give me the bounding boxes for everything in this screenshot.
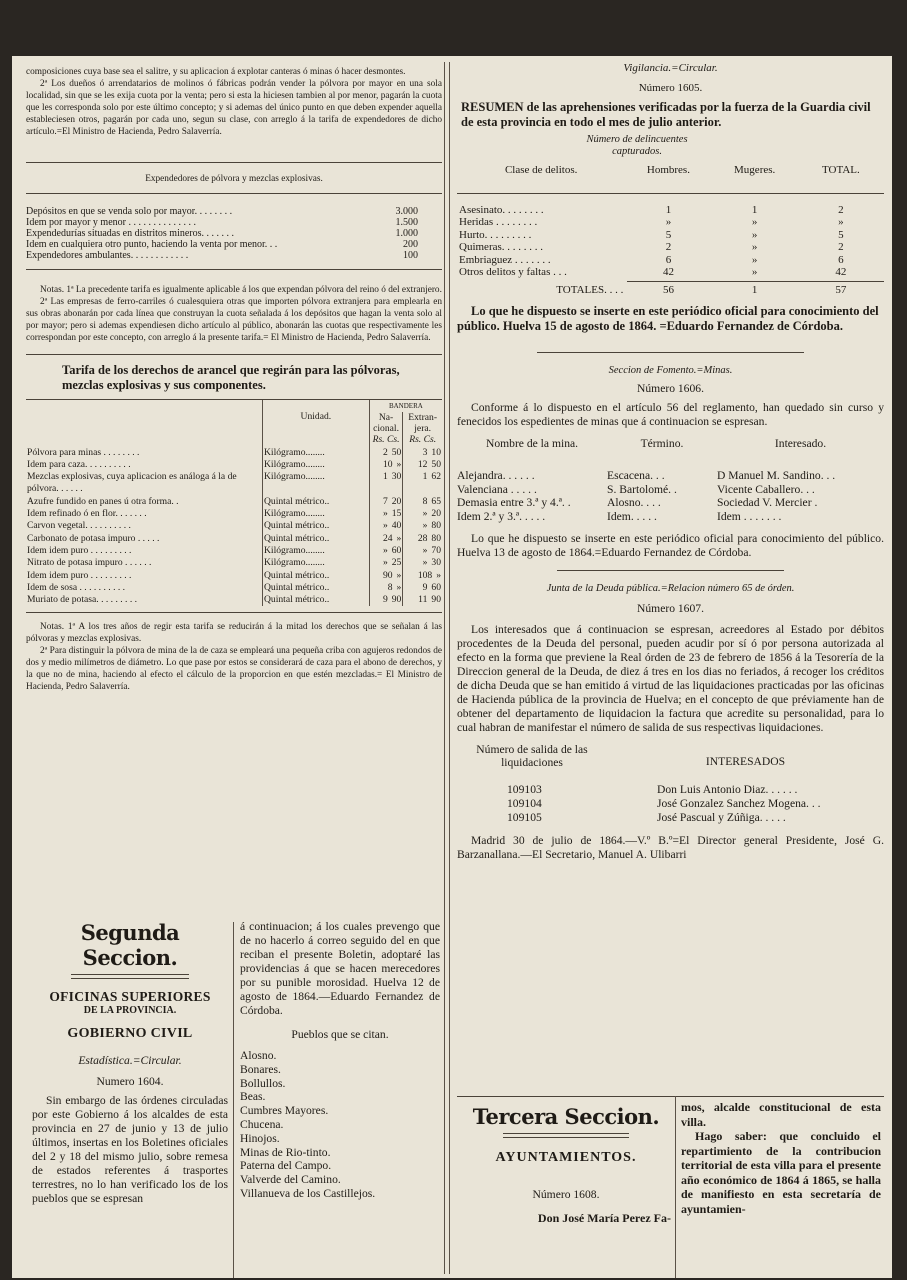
table-header-row: Número de salida de las liquidaciones INTERESADOS [476, 742, 786, 769]
intro-paragraph: composiciones cuya base sea el salitre, y su aplicacion á explotar canteras ó minas ó hacer desmontes. [26, 67, 406, 77]
totals-rule [627, 281, 884, 282]
tarifa-item: Pólvora para minas . . . . . . . . [27, 446, 140, 458]
tarifa-extranjera [403, 557, 442, 569]
list-item: Villanueva de los Castillejos. [240, 1186, 376, 1200]
mina-nombre: Valenciana . . . . . [457, 482, 537, 496]
centimos: 60 [431, 581, 441, 593]
delito-count: 42 [662, 266, 674, 278]
tarifa-unit: Quintal métrico.. [262, 594, 369, 606]
centimos: 10 [431, 446, 441, 458]
interesados-paragraph: Los interesados que á continuacion se espresan, acreedores al Estado por débitos procedentes de la Deuda del personal, pueden acudir por sí ó por persona autorizada al efecto en la forma que previene la Real órden de 23 de febrero de 1856 á la Tesorería de la Direccion general de la Deuda, de diez á tres en los dias no feriados, á recoger los créditos de dicha Deuda que se han emitido á virtud de las liquidaciones practicadas por las oficinas de Hacienda pública de la provincia de Huelva; en el concepto de que préviamente han de obtener del departamento de liquidacion la factura que acredite su personalidad, para lo cual habran de manifestar el número de salida de sus respectivas liquidaciones. [457, 622, 884, 734]
list-item: Chucena. [240, 1117, 284, 1131]
numero-heading: Número 1608. [532, 1188, 600, 1201]
list-item: Beas. [240, 1090, 266, 1104]
mina-nombre: Idem 2.ª y 3.ª. . . . . [457, 510, 546, 524]
lo-que-paragraph: Lo que he dispuesto se inserte en este periódico oficial para conocimiento del público. Huelva 13 de agosto de 1864.=Eduardo Fernandez de Córdoba. [457, 531, 884, 559]
mina-termino: Alosno. . . . [607, 496, 661, 510]
delito-label: Quimeras. . . . . . . . [459, 241, 544, 253]
liquidacion-numero: 109104 [507, 796, 542, 810]
liquidacion-interesado: José Gonzalez Sanchez Mogena. . . [657, 796, 821, 810]
junta-heading: Junta de la Deuda pública.=Relacion número 65 de órden. [546, 582, 795, 594]
delito-label: Otros delitos y faltas . . . [459, 266, 567, 278]
right-column [457, 56, 884, 1278]
segunda-seccion [26, 918, 442, 1278]
tarifa-item: Carbonato de potasa impuro . . . . . [27, 532, 160, 544]
tarifa-unit: Kilógramo........ [262, 545, 369, 557]
tercera-right [681, 1096, 881, 1278]
delito-count: » [751, 266, 758, 278]
centimos: 80 [431, 520, 441, 532]
estadistica-heading: Estadística.=Circular. [78, 1054, 182, 1067]
tarifa-unit: Kilógramo........ [262, 459, 369, 471]
delito-count: 1 [751, 203, 758, 216]
delito-count: 6 [665, 253, 672, 266]
tarifa-nacional [369, 447, 403, 459]
tarifa-nacional [369, 496, 403, 508]
reales: » [422, 544, 428, 556]
tercera-seccion [457, 1096, 884, 1278]
delincuentes-caption: Número de delincuentes capturados. [586, 134, 688, 157]
centimos: 25 [391, 557, 402, 569]
tarifa-unit: Kilógramo........ [262, 557, 369, 569]
centimos: 60 [391, 544, 402, 556]
column-divider [449, 62, 450, 1274]
centimos: 90 [431, 594, 441, 606]
delito-count: 1 [665, 203, 672, 216]
tarifa-item: Idem idem puro . . . . . . . . . [27, 544, 132, 556]
centimos: » [396, 532, 402, 544]
list-item: Paterna del Campo. [240, 1159, 332, 1173]
delito-label: Embriaguez . . . . . . . [459, 253, 551, 266]
ornament-rule [503, 1133, 629, 1138]
liquidacion-numero: 109103 [507, 782, 542, 796]
table-row [457, 510, 884, 524]
table-row [26, 533, 442, 545]
tarifa-item: Idem para caza. . . . . . . . . . [27, 458, 131, 470]
list-item: Bollullos. [240, 1076, 286, 1090]
centimos: 40 [391, 520, 402, 532]
tarifa-extranjera [403, 496, 442, 508]
ayuntamientos-heading: AYUNTAMIENTOS. [495, 1150, 637, 1165]
mina-interesado: D Manuel M. Sandino. . . [717, 468, 836, 482]
table-row: TOTALES. . . . 56 1 57 [556, 283, 847, 296]
delito-label: Heridas . . . . . . . . [459, 216, 538, 228]
liquidacion-interesado: José Pascual y Zúñiga. . . . . [657, 810, 786, 824]
provincia-heading: DE LA PROVINCIA. [83, 1005, 177, 1016]
table-row [457, 496, 884, 510]
delito-count: » [751, 241, 758, 253]
centimos: 70 [431, 544, 441, 556]
reales: 9 [382, 594, 388, 606]
numero-heading: Número 1606. [637, 382, 704, 395]
liquidacion-interesado: Don Luis Antonio Diaz. . . . . . [657, 782, 798, 796]
resumen-body [457, 204, 884, 279]
table-row: Expendedurías situadas en distritos mineros. . . . . . . 1.000 [26, 228, 418, 239]
mina-termino: Escacena. . . [607, 468, 665, 482]
table-row [26, 557, 442, 569]
notas-paragraph: Notas. 1ª La precedente tarifa es igualmente aplicable á los que expendan pólvora del reino ó del extranjero. [40, 285, 442, 295]
circular-paragraph: á continuacion; á los cuales prevengo que de no hacerlo á correo seguido del en que reciban el presente Boletin, adoptaré las providencias á que se hacen merecedores por su punible morosidad. Huelva 12 de agosto de 1864.—Eduardo Fernandez de Córdoba. [240, 920, 440, 1017]
newspaper-page [12, 56, 892, 1278]
tarifa-unit: Kilógramo........ [262, 508, 369, 520]
reales: 7 [382, 495, 388, 507]
reales: 90 [382, 569, 393, 581]
mina-interesado: Sociedad V. Mercier . [717, 496, 818, 510]
reales: 10 [382, 458, 393, 470]
tarifa-item: Azufre fundido en panes ú otra forma. . [27, 495, 179, 507]
left-column [26, 56, 442, 1278]
reales: 108 [417, 569, 433, 581]
centimos: 15 [391, 508, 402, 520]
madrid-paragraph: Madrid 30 de julio de 1864.—V.º B.º=El Director general Presidente, José G. Barzanallana.—El Secretario, Manuel A. Ulibarri [457, 834, 884, 862]
table-header-row: Clase de delitos. Hombres. Mugeres. TOTAL. [504, 164, 860, 176]
centimos: 20 [391, 495, 402, 507]
tarifa-unit: Quintal métrico.. [262, 533, 369, 545]
delito-count: 2 [838, 241, 844, 253]
list-item: Valverde del Camino. [240, 1173, 341, 1187]
resumen-title: RESUMEN de las aprehensiones verificadas por la fuerza de la Guardia civil de esta provincia en todo el mes de julio anterior. [461, 100, 871, 129]
tarifa-unit: Quintal métrico.. [262, 520, 369, 532]
reales: 9 [422, 581, 428, 593]
expendedores-title: Expendedores de pólvora y mezclas explosivas. [145, 174, 323, 184]
tarifa-nacional [369, 582, 403, 594]
reales: » [422, 557, 428, 569]
tarifa-nacional [369, 508, 403, 520]
tarifa-nacional [369, 471, 403, 496]
table-row [457, 783, 884, 797]
tarifa-nacional [369, 570, 403, 582]
table-row: Idem por mayor y menor . . . . . . . . . . . . . . 1.500 [26, 217, 418, 228]
tarifa-extranjera [403, 471, 442, 496]
table-row [457, 204, 884, 217]
list-item: Minas de Rio-tinto. [240, 1145, 331, 1159]
notas-paragraph: 2ª Para distinguir la pólvora de mina de la de caza se empleará una pequeña criba con agujeros redondos de dos y medio milímetros de diámetro. Lo que pase por estos se considerará de caza para el abono de derechos, y la que no de mina, haciendo al efecto el cálculo de la proporcion en que estén mezcladas.= El Ministro de Hacienda, Pedro Salaverría. [26, 646, 442, 693]
totals-row [457, 284, 884, 297]
list-item: Hinojos. [240, 1131, 280, 1145]
tarifa-item: Idem refinado ó en flor. . . . . . . [27, 508, 147, 520]
tarifa-unit: Quintal métrico.. [262, 570, 369, 582]
centimos: » [396, 581, 402, 593]
tarifa-extranjera [403, 582, 442, 594]
tarifa-nacional [369, 557, 403, 569]
lo-que-paragraph: Lo que he dispuesto se inserte en este periódico oficial para conocimiento del público. Huelva 15 de agosto de 1864. =Eduardo Fernandez de Córdoba. [457, 304, 879, 333]
table-row [457, 254, 884, 267]
tarifa-body [26, 447, 442, 607]
numero-heading: Número 1605. [638, 82, 703, 94]
delito-label: Hurto. . . . . . . . . [459, 228, 532, 241]
centimos: » [436, 569, 441, 581]
table-row: Expendedores ambulantes. . . . . . . . . . . . 100 [26, 250, 418, 261]
mina-nombre: Alejandra. . . . . . [457, 468, 535, 482]
delito-label: Asesinato. . . . . . . . [459, 203, 544, 216]
tarifa-nacional [369, 520, 403, 532]
reales: » [382, 557, 388, 569]
list-item: Cumbres Mayores. [240, 1104, 329, 1118]
tarifa-extranjera [403, 520, 442, 532]
tarifa-item: Muriato de potasa. . . . . . . . . [27, 594, 138, 606]
segunda-right [240, 918, 440, 1278]
table-row [26, 496, 442, 508]
table-row [457, 469, 884, 483]
pueblos-title: Pueblos que se citan. [291, 1028, 389, 1041]
mina-interesado: Idem . . . . . . . [717, 510, 782, 524]
centimos: 62 [431, 471, 441, 483]
intro-paragraph: 2ª Los dueños ó arrendatarios de molinos ó fábricas podrán vender la pólvora por mayor en una sola localidad, sin que se les exija cuota por la venta; pero si esta la hiciesen tambien al por menor, pagarán la cuota que les corresponda solo por este último concepto; y si ademas del único punto en que deben expender aquella estableciesen otros, pagarán por cada uno, segun su clase, con arreglo á la tarifa de expendedores de dicho artículo.=El Ministro de Hacienda, Pedro Salaverría. [26, 79, 442, 137]
liquidaciones-body [457, 783, 884, 824]
tarifa-nacional [369, 533, 403, 545]
table-row [26, 508, 442, 520]
don-jose-line: Don José María Perez Fa- [537, 1211, 671, 1225]
centimos: 20 [431, 508, 441, 520]
reales: 28 [417, 532, 428, 544]
table-row [26, 570, 442, 582]
tarifa-extranjera [403, 545, 442, 557]
reales: 11 [418, 594, 428, 606]
mina-nombre: Demasia entre 3.ª y 4.ª. . [457, 496, 571, 510]
expendedores-table [26, 206, 442, 261]
tarifa-nacional [369, 545, 403, 557]
tarifa-unit: Quintal métrico.. [262, 496, 369, 508]
reales: 1 [422, 471, 428, 483]
tarifa-unit: Kilógramo........ [262, 471, 369, 496]
tarifa-extranjera [403, 594, 442, 606]
pueblos-list [240, 1049, 440, 1201]
centimos: » [396, 458, 402, 470]
centimos: 90 [391, 594, 402, 606]
table-row [457, 811, 884, 825]
hago-saber-paragraph: Hago saber: que concluido el repartimiento de la contribucion territorial de esta villa para el presente año económico de 1864 á 1865, se halla de manifiesto en esta secretaría de ayuntamien- [681, 1129, 881, 1216]
table-header-row: Na-cional. Extran-jera. [26, 412, 442, 434]
column-divider [444, 62, 445, 1274]
reales: » [382, 508, 388, 520]
tarifa-extranjera [403, 533, 442, 545]
gobierno-heading: GOBIERNO CIVIL [67, 1026, 193, 1041]
section-rule [457, 193, 884, 194]
delito-count: 42 [835, 266, 847, 278]
centimos: 65 [431, 495, 441, 507]
tarifa-nacional [369, 459, 403, 471]
mina-interesado: Vicente Caballero. . . [717, 482, 815, 496]
delito-count: 2 [665, 241, 672, 253]
liquidaciones-table [457, 743, 884, 769]
section-rule [537, 352, 804, 353]
table-header-row: Nombre de la mina. Término. Interesado. [485, 437, 827, 450]
fomento-heading: Seccion de Fomento.=Minas. [608, 365, 733, 376]
delito-count: 6 [838, 253, 844, 266]
table-row [26, 447, 442, 459]
centimos: 30 [431, 557, 441, 569]
tarifa-unit: Kilógramo........ [262, 447, 369, 459]
table-row [26, 545, 442, 557]
table-header-row: Unidad. BANDERA [26, 400, 442, 412]
conforme-paragraph: Conforme á lo dispuesto en el artículo 56 del reglamento, han quedado sin curso y fenecidos los espedientes de minas que á continuacion se espresan. [457, 401, 884, 428]
table-row [457, 229, 884, 242]
table-row [457, 483, 884, 497]
centimos: 80 [431, 532, 441, 544]
table-row [26, 520, 442, 532]
reales: 1 [382, 471, 388, 483]
mines-table [457, 437, 884, 451]
segunda-left [32, 918, 228, 1278]
tarifa-title: Tarifa de los derechos de arancel que regirán para las pólvoras, mezclas explosivas y sus componentes. [62, 363, 400, 392]
tarifa-unit: Quintal métrico.. [262, 582, 369, 594]
reales: 2 [382, 446, 388, 458]
vigilancia-heading: Vigilancia.=Circular. [623, 62, 718, 74]
mines-body [457, 469, 884, 524]
delito-count: » [838, 216, 844, 228]
notas-paragraph: 2ª Las empresas de ferro-carriles ó cualesquiera otras que importen pólvora extranjera para emplearla en sus obras abonarán por cada línea que construyan la cuota señalada á los depósitos que hagan la venta solo al por mayor; pero si ademas expendiesen dicho artículo al público, abonarán las cuotas que respectivamente les correspondan por este concepto, con arreglo á la presente tarifa.= El Ministro de Hacienda, Pedro Salaverría. [26, 297, 442, 343]
column-divider [675, 1096, 676, 1278]
delito-count: » [751, 228, 758, 241]
tarifa-item: Idem idem puro . . . . . . . . . [27, 569, 132, 581]
table-row [26, 471, 442, 496]
tarifa-item: Mezclas explosivas, cuya aplicacion es análoga á la de pólvora. . . . . . [27, 471, 237, 495]
numero-heading: Número 1607. [637, 601, 704, 615]
table-row [457, 216, 884, 229]
delito-count: » [665, 216, 672, 228]
oficinas-heading: OFICINAS SUPERIORES [49, 989, 211, 1004]
centimos: 30 [391, 471, 402, 483]
section-heading: Tercera Seccion. [472, 1104, 660, 1129]
reales: » [382, 520, 388, 532]
delito-count: 5 [665, 228, 672, 241]
ornament-rule [71, 974, 189, 979]
table-row [26, 594, 442, 606]
tercera-left [461, 1096, 671, 1278]
section-rule [557, 570, 784, 571]
table-row [26, 582, 442, 594]
table-row [457, 797, 884, 811]
list-item: Bonares. [240, 1062, 281, 1076]
tarifa-item: Idem de sosa . . . . . . . . . . [27, 581, 126, 593]
delito-count: » [751, 253, 758, 266]
reales: » [382, 544, 388, 556]
numero-heading: Numero 1604. [96, 1075, 164, 1088]
tarifa-extranjera [403, 459, 442, 471]
centimos: 50 [431, 458, 441, 470]
mina-termino: S. Bartolomé. . [607, 482, 677, 496]
list-item: Alosno. [240, 1049, 277, 1062]
reales: 8 [422, 495, 428, 507]
delito-count: 5 [838, 228, 844, 241]
reales: 24 [382, 532, 393, 544]
mina-termino: Idem. . . . . [607, 510, 657, 524]
tarifa-extranjera [403, 570, 442, 582]
alcalde-paragraph: mos, alcalde constitucional de esta villa. [681, 1100, 881, 1129]
reales: 12 [417, 458, 428, 470]
table-row: Idem en cualquiera otro punto, haciendo la venta por menor. . . 200 [26, 239, 418, 250]
delito-count: » [751, 216, 758, 228]
tarifa-table [26, 400, 442, 447]
liquidacion-numero: 109105 [507, 810, 542, 824]
delito-count: 2 [838, 203, 844, 216]
table-header-row: Rs. Cs. Rs. Cs. [26, 434, 442, 446]
tarifa-extranjera [403, 447, 442, 459]
tarifa-nacional [369, 594, 403, 606]
reales: » [422, 520, 428, 532]
centimos: 50 [391, 446, 402, 458]
reales: 3 [422, 446, 428, 458]
reales: » [422, 508, 428, 520]
notas-paragraph: Notas. 1ª A los tres años de regir esta tarifa se reducirán á la mitad los derechos que se señalan á las pólvoras y mezclas explosivas. [26, 622, 442, 645]
resumen-table [457, 164, 884, 177]
table-row [26, 459, 442, 471]
reales: 8 [387, 581, 393, 593]
section-heading: Segunda Seccion. [80, 920, 180, 970]
tarifa-item: Carvon vegetal. . . . . . . . . . [27, 520, 131, 532]
tarifa-item: Nitrato de potasa impuro . . . . . . [27, 557, 152, 569]
table-row: Depósitos en que se venda solo por mayor. . . . . . . . 3.000 [26, 206, 418, 217]
circular-paragraph: Sin embargo de las órdenes circuladas por este Gobierno á los alcaldes de esta provincia en 27 de junio y 13 de julio últimos, insertas en los Boletines oficiales del 2 y 18 del mismo julio, sobre remesa de estados referentes á trasportes terrestres, no lo han verificado los de los pueblos que se espresan [32, 1094, 228, 1205]
tarifa-extranjera [403, 508, 442, 520]
column-divider [233, 922, 234, 1278]
centimos: » [396, 569, 402, 581]
table-row [457, 241, 884, 254]
table-row [457, 266, 884, 279]
